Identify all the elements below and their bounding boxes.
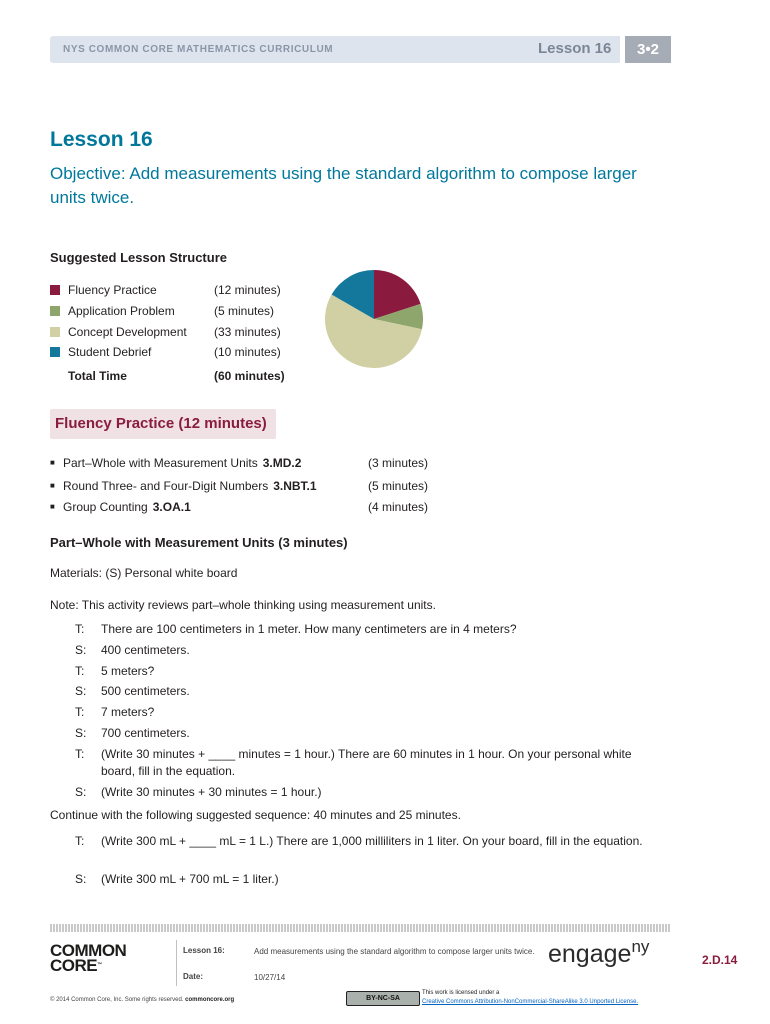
footer-lesson-label: Lesson 16: — [183, 946, 225, 955]
structure-minutes: (5 minutes) — [214, 304, 275, 318]
dialogue-text: 7 meters? — [101, 705, 155, 719]
total-minutes: (60 minutes) — [214, 369, 285, 383]
structure-label: Concept Development — [68, 325, 187, 339]
dialogue-text: 5 meters? — [101, 664, 155, 678]
fluency-item-minutes: (4 minutes) — [368, 500, 429, 514]
common-core-logo — [50, 943, 145, 973]
dialogue-text: (Write 30 minutes + ____ minutes = 1 hour.) There are 60 minutes in 1 hour. On your personal white board, fill in the equation. — [101, 747, 632, 778]
ny-text: ny — [631, 937, 650, 956]
header-lesson: Lesson 16 — [538, 40, 612, 57]
engage-text: engage — [548, 940, 632, 968]
total-label: Total Time — [68, 369, 127, 383]
fluency-item-minutes: (3 minutes) — [368, 456, 429, 470]
fluency-item-standard: 3.MD.2 — [262, 456, 302, 470]
structure-minutes: (10 minutes) — [214, 345, 281, 359]
fluency-item-name: Part–Whole with Measurement Units — [63, 456, 258, 470]
license-link[interactable]: Creative Commons Attribution-NonCommercial-ShareAlike 3.0 Unported License. — [422, 999, 639, 1005]
objective: Objective: Add measurements using the standard algorithm to compose larger units twice. — [50, 164, 637, 207]
trademark: ™ — [97, 962, 102, 968]
fluency-item-minutes: (5 minutes) — [368, 479, 429, 493]
footer-date-value: 10/27/14 — [254, 973, 286, 982]
structure-label: Fluency Practice — [68, 283, 157, 297]
speaker: T: — [75, 664, 85, 678]
footer-date-label: Date: — [183, 972, 204, 981]
speaker: S: — [75, 726, 87, 740]
logo-line-1: COMMON — [50, 941, 127, 960]
legend-swatch — [50, 327, 60, 337]
fluency-item-name: Round Three- and Four-Digit Numbers — [63, 479, 269, 493]
dialogue-text: There are 100 centimeters in 1 meter. How many centimeters are in 4 meters? — [101, 622, 517, 636]
bullet-icon: ■ — [50, 481, 55, 490]
fluency-item-standard: 3.OA.1 — [152, 500, 191, 514]
structure-heading: Suggested Lesson Structure — [50, 250, 227, 265]
structure-label: Application Problem — [68, 304, 175, 318]
lesson-title: Lesson 16 — [50, 128, 153, 151]
legend-swatch — [50, 347, 60, 357]
logo-line-2: CORE — [50, 956, 98, 975]
dialogue-text: 400 centimeters. — [101, 643, 190, 657]
footer-lesson-text: Add measurements using the standard algorithm to compose larger units twice. — [254, 947, 535, 956]
dialogue-text: (Write 300 mL + 700 mL = 1 liter.) — [101, 872, 279, 886]
bullet-icon: ■ — [50, 458, 55, 467]
speaker: T: — [75, 747, 85, 761]
curriculum-label: NYS COMMON CORE MATHEMATICS CURRICULUM — [63, 44, 334, 55]
legend-swatch — [50, 285, 60, 295]
materials-line: Materials: (S) Personal white board — [50, 566, 238, 580]
speaker: T: — [75, 622, 85, 636]
license-text: This work is licensed under a — [422, 990, 500, 996]
activity-heading: Part–Whole with Measurement Units (3 minutes) — [50, 535, 348, 550]
dialogue-text: (Write 300 mL + ____ mL = 1 L.) There are 1,000 milliliters in 1 liter. On your board, fill in the equation. — [101, 834, 643, 848]
bullet-icon: ■ — [50, 502, 55, 511]
speaker: S: — [75, 785, 87, 799]
legend-swatch — [50, 306, 60, 316]
dialogue-text: (Write 30 minutes + 30 minutes = 1 hour.) — [101, 785, 322, 799]
speaker: S: — [75, 872, 87, 886]
structure-minutes: (33 minutes) — [214, 325, 281, 339]
footer-rule — [50, 924, 670, 932]
speaker: T: — [75, 705, 85, 719]
page-number: 2.D.14 — [702, 953, 738, 967]
dialogue-text: 700 centimeters. — [101, 726, 190, 740]
copyright-text: © 2014 Common Core, Inc. Some rights reserved. — [50, 997, 184, 1003]
copyright — [50, 997, 234, 1003]
lesson-structure-pie-chart — [318, 263, 430, 375]
copyright-site: commoncore.org — [185, 997, 235, 1003]
structure-label: Student Debrief — [68, 345, 152, 359]
fluency-item-name: Group Counting — [63, 500, 148, 514]
speaker: S: — [75, 684, 87, 698]
speaker: S: — [75, 643, 87, 657]
structure-minutes: (12 minutes) — [214, 283, 281, 297]
note-line: Note: This activity reviews part–whole thinking using measurement units. — [50, 598, 436, 612]
fluency-item-standard: 3.NBT.1 — [273, 479, 317, 493]
continue-line: Continue with the following suggested sequence: 40 minutes and 25 minutes. — [50, 808, 461, 822]
creative-commons-badge[interactable]: BY-NC-SA — [346, 991, 420, 1006]
speaker: T: — [75, 834, 85, 848]
fluency-heading: Fluency Practice (12 minutes) — [55, 415, 267, 432]
engageny-logo — [548, 937, 650, 969]
footer-divider — [176, 940, 177, 986]
dialogue-text: 500 centimeters. — [101, 684, 190, 698]
grade-module-badge: 3•2 — [625, 36, 671, 63]
